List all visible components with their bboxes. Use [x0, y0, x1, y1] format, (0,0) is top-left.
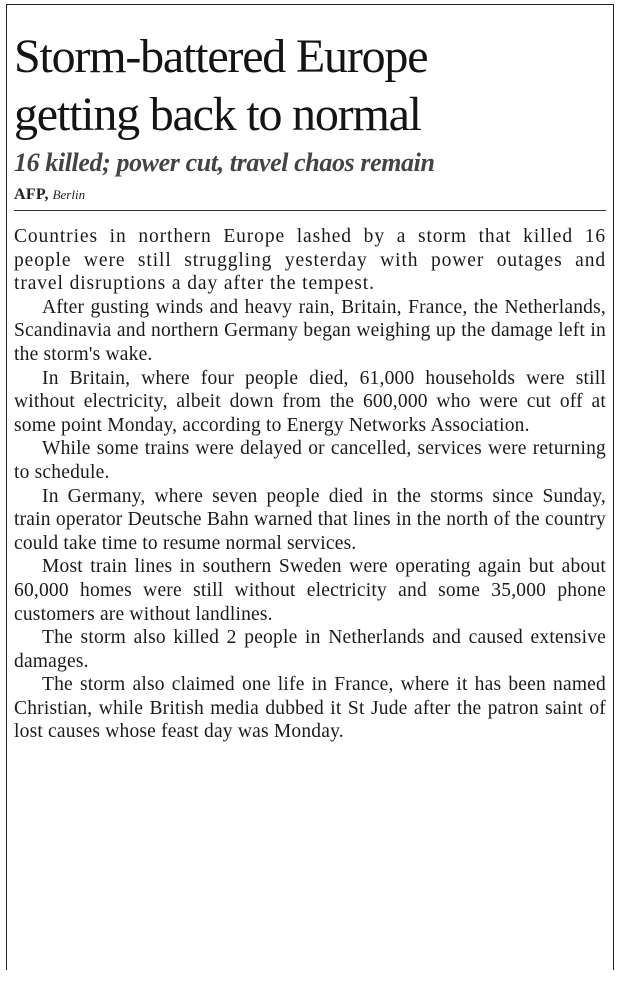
article-paragraph-3: In Britain, where four people died, 61,000 households were still without electricity, albeit down from the 600,000 who were cut off at some point Monday, according to Energy Networks Association.	[14, 367, 606, 436]
article-paragraph-1: Countries in northern Europe lashed by a storm that killed 16 people were still struggling yesterday with power outages and travel disruptions a day after the tempest.	[14, 226, 606, 295]
byline-location: Berlin	[52, 187, 86, 202]
column-frame-top-rule	[6, 4, 614, 5]
headline	[14, 28, 606, 144]
article-paragraph-5: In Germany, where seven people died in the storms since Sunday, train operator Deutsche Bahn warned that lines in the north of the country could take time to resume normal services.	[14, 485, 606, 554]
byline-agency: AFP,	[14, 186, 49, 203]
column-frame-right-rule	[613, 4, 614, 970]
article-paragraph-4: While some trains were delayed or cancelled, services were returning to schedule.	[14, 438, 606, 483]
byline	[14, 186, 606, 211]
headline-line-1: Storm-battered Europe	[14, 30, 428, 83]
column-frame-left-rule	[6, 4, 7, 970]
article-body	[14, 225, 606, 744]
article-paragraph-7: The storm also killed 2 people in Netherlands and caused extensive damages.	[14, 627, 606, 672]
news-article	[14, 28, 606, 744]
article-paragraph-8: The storm also claimed one life in France, where it has been named Christian, while British media dubbed it St Jude after the patron saint of lost causes whose feast day was Monday.	[14, 674, 606, 743]
article-paragraph-6: Most train lines in southern Sweden were operating again but about 60,000 homes were still without electricity and some 35,000 phone customers are without landlines.	[14, 556, 606, 625]
headline-line-2: getting back to normal	[14, 88, 421, 141]
subheadline: 16 killed; power cut, travel chaos remain	[14, 148, 435, 177]
article-paragraph-2: After gusting winds and heavy rain, Britain, France, the Netherlands, Scandinavia and northern Germany began weighing up the damage left in the storm's wake.	[14, 296, 606, 365]
